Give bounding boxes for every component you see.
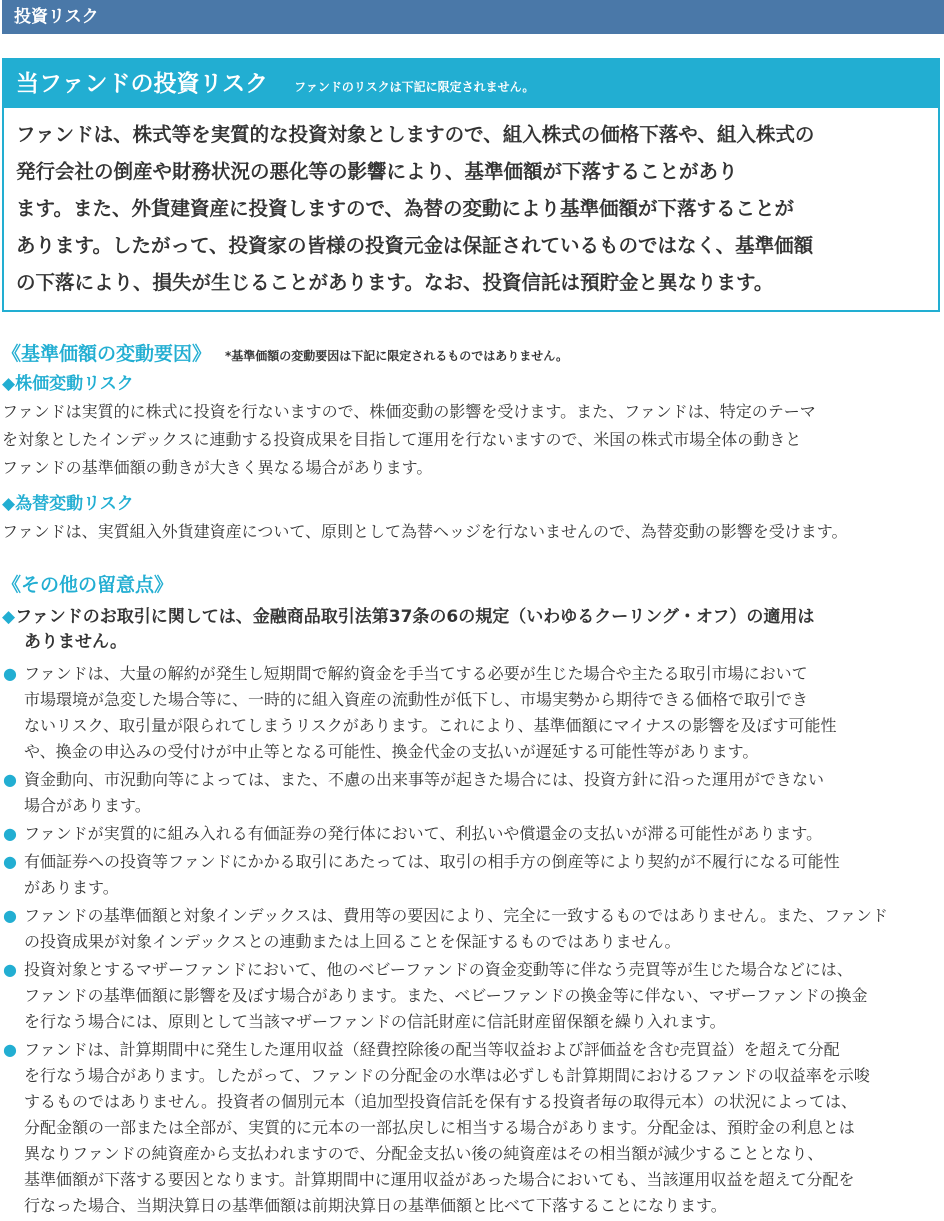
box-text-line: ます。また、外貨建資産に投資しますので、為替の変動により基準価額が下落することが [16,197,795,220]
bullet-dot-icon: ● [3,1040,17,1059]
list-item-line: ファンドが実質的に組み入れる有価証券の発行体において、利払いや償還金の支払いが滞る可能性があります。 [24,824,823,843]
list-item-line: を行なう場合には、原則として当該マザーファンドの信託財産に信託財産留保額を繰り入れます。 [24,1012,726,1031]
diamond-icon: ◆ [2,374,16,394]
cooling-off-heading-text: ありません。 [24,632,128,652]
risk-heading-text: 為替変動リスク [15,494,134,514]
risk-heading [2,370,944,398]
list-item-line: 資金動向、市況動向等によっては、また、不慮の出来事等が起きた場合には、投資方針に沿った運用ができない [24,770,825,789]
list-item [2,661,944,765]
box-text-line: の下落により、損失が生じることがあります。なお、投資信託は預貯金と異なります。 [16,271,774,294]
factors-title [2,339,944,366]
list-item-line: ファンドの基準価額と対象インデックスは、費用等の要因により、完全に一致するものではありません。また、ファンド [24,906,888,925]
bullet-dot-icon: ● [3,770,17,789]
list-item-line: ファンドの基準価額に影響を及ぼす場合があります。また、ベビーファンドの換金等に伴ない、マザーファンドの換金 [24,986,868,1005]
list-item-line: 投資対象とするマザーファンドにおいて、他のベビーファンドの資金変動等に伴なう売買等が生じた場合などには、 [24,960,853,979]
box-title-bar [4,60,938,108]
list-item-line: や、換金の申込みの受付けが中止等となる可能性、換金代金の支払いが遅延する可能性等があります。 [24,742,759,761]
list-item-line: 行なった場合、当期決算日の基準価額は前期決算日の基準価額と比べて下落することになります。 [24,1196,727,1215]
list-item-line: の投資成果が対象インデックスとの連動または上回ることを保証するものではありません。 [24,932,681,951]
risk-text-line: を対象としたインデックスに連動する投資成果を目指して運用を行ないますので、米国の株式市場全体の動きと [2,430,802,449]
list-item-line: ファンドは、計算期間中に発生した運用収益（経費控除後の配当等収益および評価益を含む売買益）を超えて分配 [24,1040,840,1059]
investment-risk-box [2,58,940,312]
bullet-dot-icon: ● [3,960,17,979]
price-factors-section [2,339,944,546]
list-item-line: 異なりファンドの純資産から支払われますので、分配金支払い後の純資産はその相当額が減少することとなり、 [24,1144,824,1163]
diamond-icon: ◆ [2,607,16,627]
box-subtitle: ファンドのリスクは下記に限定されません。 [294,80,535,94]
list-item-line: があります。 [24,878,119,897]
box-body [4,108,938,301]
list-item-line: するものではありません。投資者の個別元本（追加型投資信託を保有する投資者毎の取得元本）の状況によっては、 [24,1092,857,1111]
list-item-line: 基準価額が下落する要因となります。計算期間中に運用収益があった場合においても、当該運用収益を超えて分配を [24,1170,855,1189]
list-item [2,1037,944,1219]
list-item-line: 場合があります。 [24,796,151,815]
box-text-line: ファンドは、株式等を実質的な投資対象としますので、組入株式の価格下落や、組入株式の [16,123,815,146]
list-item-line: ないリスク、取引量が限られてしまうリスクがあります。これにより、基準価額にマイナスの影響を及ぼす可能性 [24,716,837,735]
box-title: 当ファンドの投資リスク [16,71,269,97]
factors-title-text: 《基準価額の変動要因》 [2,343,212,365]
others-title: 《その他の留意点》 [2,574,174,596]
list-item-line: を行なう場合があります。したがって、ファンドの分配金の水準は必ずしも計算期間におけるファンドの収益率を示唆 [24,1066,870,1085]
box-text-line: あります。したがって、投資家の皆様の投資元金は保証されているものではなく、基準価額 [16,234,814,257]
list-item [2,849,944,901]
diamond-icon: ◆ [2,494,16,514]
factors-note: *基準価額の変動要因は下記に限定されるものではありません。 [225,349,569,363]
risk-text-line: ファンドの基準価額の動きが大きく異なる場合があります。 [2,458,433,477]
list-item [2,957,944,1035]
section-header-title: 投資リスク [14,7,99,27]
bullet-dot-icon: ● [3,906,17,925]
bullet-dot-icon: ● [3,852,17,871]
box-text-line: 発行会社の倒産や財務状況の悪化等の影響により、基準価額が下落することがあり [16,160,738,183]
cooling-off-heading [2,605,944,630]
list-item-line: 分配金額の一部または全部が、実質的に元本の一部払戻しに相当する場合があります。分配金は、預貯金の利息とは [24,1118,855,1137]
list-item-line: ファンドは、大量の解約が発生し短期間で解約資金を手当てする必要が生じた場合や主たる取引市場において [24,664,808,683]
section-header [2,0,944,34]
cooling-off-heading [2,630,944,655]
list-item [2,767,944,819]
bullet-dot-icon: ● [3,824,17,843]
risk-text-line: ファンドは実質的に株式に投資を行ないますので、株価変動の影響を受けます。また、ファンドは、特定のテーマ [2,402,816,421]
risk-heading [2,490,944,518]
risk-heading-text: 株価変動リスク [15,374,134,394]
list-item-line: 有価証券への投資等ファンドにかかる取引にあたっては、取引の相手方の倒産等により契約が不履行になる可能性 [24,852,840,871]
list-item [2,903,944,955]
list-item-line: 市場環境が急変した場合等に、一時的に組入資産の流動性が低下し、市場実勢から期待できる価格で取引でき [24,690,809,709]
bullet-dot-icon: ● [3,664,17,683]
cooling-off-heading-text: ファンドのお取引に関しては、金融商品取引法第37条の6の規定（いわゆるクーリング・オフ）の適用は [15,607,815,627]
other-notes-section [2,570,944,1221]
list-item [2,821,944,847]
risk-text-line: ファンドは、実質組入外貨建資産について、原則として為替ヘッジを行ないませんので、為替変動の影響を受けます。 [2,522,848,541]
